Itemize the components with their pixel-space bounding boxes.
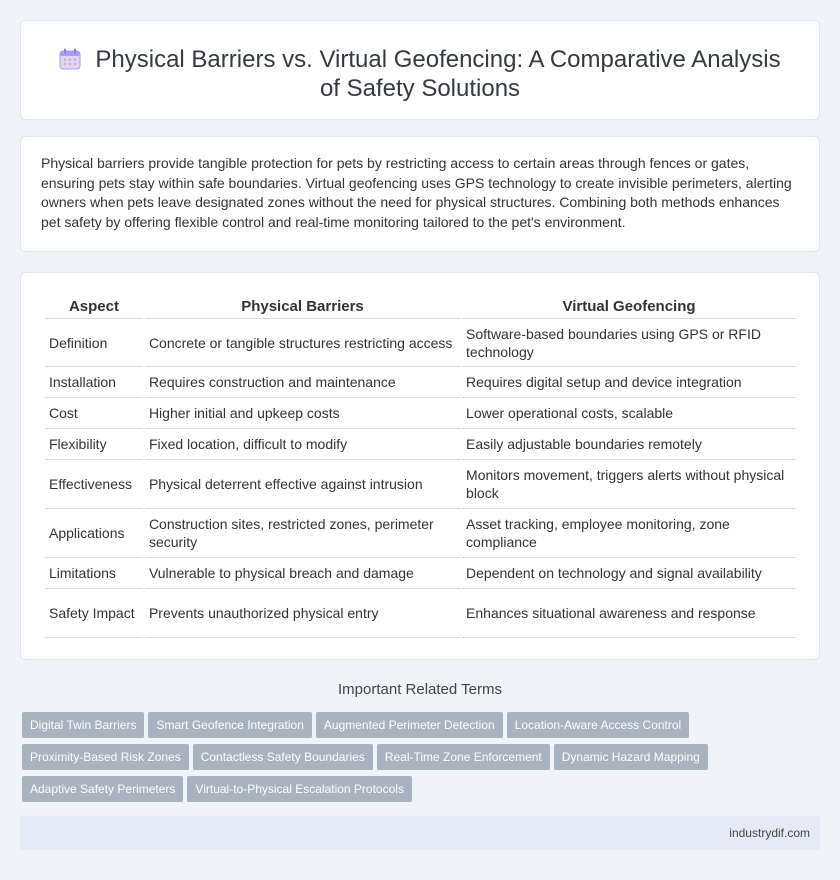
intro-card bbox=[20, 136, 820, 252]
table-row bbox=[45, 589, 796, 638]
tag-location-aware-access-control[interactable]: Location-Aware Access Control bbox=[507, 712, 690, 738]
aspect-cell: Cost bbox=[45, 398, 143, 429]
physical-cell: Higher initial and upkeep costs bbox=[145, 398, 460, 429]
header-virtual-geofencing: Virtual Geofencing bbox=[462, 295, 796, 319]
page-title bbox=[21, 45, 819, 103]
related-terms-tags bbox=[22, 712, 822, 808]
related-terms-title: Important Related Terms bbox=[338, 681, 502, 698]
physical-cell: Construction sites, restricted zones, perimeter security bbox=[145, 509, 460, 558]
table-row bbox=[45, 429, 796, 460]
aspect-cell: Limitations bbox=[45, 558, 143, 589]
aspect-cell: Effectiveness bbox=[45, 460, 143, 509]
tag-adaptive-safety-perimeters[interactable]: Adaptive Safety Perimeters bbox=[22, 776, 183, 802]
virtual-cell: Lower operational costs, scalable bbox=[462, 398, 796, 429]
table-row bbox=[45, 367, 796, 398]
table-row bbox=[45, 319, 796, 367]
tag-real-time-zone-enforcement[interactable]: Real-Time Zone Enforcement bbox=[377, 744, 550, 770]
table-row bbox=[45, 509, 796, 558]
physical-cell: Fixed location, difficult to modify bbox=[145, 429, 460, 460]
title-line-2: of Safety Solutions bbox=[319, 75, 521, 102]
physical-cell: Physical deterrent effective against intrusion bbox=[145, 460, 460, 509]
aspect-cell: Safety Impact bbox=[45, 589, 143, 638]
tag-row bbox=[22, 744, 822, 776]
tag-digital-twin-barriers[interactable]: Digital Twin Barriers bbox=[22, 712, 144, 738]
virtual-cell: Requires digital setup and device integration bbox=[462, 367, 796, 398]
header-card bbox=[20, 20, 820, 120]
aspect-cell: Applications bbox=[45, 509, 143, 558]
header-physical-barriers: Physical Barriers bbox=[145, 295, 460, 319]
physical-cell: Requires construction and maintenance bbox=[145, 367, 460, 398]
virtual-cell: Asset tracking, employee monitoring, zone compliance bbox=[462, 509, 796, 558]
table-row bbox=[45, 460, 796, 509]
physical-cell: Concrete or tangible structures restricting access bbox=[145, 319, 460, 367]
table-row bbox=[45, 558, 796, 589]
virtual-cell: Dependent on technology and signal availability bbox=[462, 558, 796, 589]
physical-cell: Vulnerable to physical breach and damage bbox=[145, 558, 460, 589]
tag-row bbox=[22, 776, 822, 808]
intro-paragraph: Physical barriers provide tangible protection for pets by restricting access to certain areas through fences or gates, ensuring pets stay within safe boundaries. Virtual geofencing uses GPS technology to create invisible perimeters, alerting owners when pets leave designated zones without the need for physical structures. Combining both methods enhances pet safety by offering flexible control and real-time monitoring tailored to the pet's environment. bbox=[41, 155, 792, 230]
table-row bbox=[45, 398, 796, 429]
aspect-cell: Installation bbox=[45, 367, 143, 398]
tag-virtual-to-physical-escalation-protocols[interactable]: Virtual-to-Physical Escalation Protocols bbox=[187, 776, 412, 802]
tag-contactless-safety-boundaries[interactable]: Contactless Safety Boundaries bbox=[193, 744, 373, 770]
virtual-cell: Easily adjustable boundaries remotely bbox=[462, 429, 796, 460]
header-aspect: Aspect bbox=[45, 295, 143, 319]
virtual-cell: Monitors movement, triggers alerts without physical block bbox=[462, 460, 796, 509]
physical-cell: Prevents unauthorized physical entry bbox=[145, 589, 460, 638]
tag-dynamic-hazard-mapping[interactable]: Dynamic Hazard Mapping bbox=[554, 744, 708, 770]
calendar-icon bbox=[59, 48, 81, 70]
footer-site-link[interactable]: industrydif.com bbox=[729, 826, 810, 840]
comparison-table bbox=[43, 295, 798, 638]
virtual-cell: Enhances situational awareness and response bbox=[462, 589, 796, 638]
aspect-cell: Flexibility bbox=[45, 429, 143, 460]
tag-augmented-perimeter-detection[interactable]: Augmented Perimeter Detection bbox=[316, 712, 503, 738]
aspect-cell: Definition bbox=[45, 319, 143, 367]
tag-smart-geofence-integration[interactable]: Smart Geofence Integration bbox=[148, 712, 311, 738]
tag-proximity-based-risk-zones[interactable]: Proximity-Based Risk Zones bbox=[22, 744, 189, 770]
comparison-card bbox=[20, 272, 820, 660]
footer bbox=[20, 816, 820, 850]
title-line-1: Physical Barriers vs. Virtual Geofencing: A Comparative Analysis bbox=[95, 46, 781, 73]
tag-row bbox=[22, 712, 822, 744]
virtual-cell: Software-based boundaries using GPS or RFID technology bbox=[462, 319, 796, 367]
table-header-row bbox=[45, 295, 796, 319]
